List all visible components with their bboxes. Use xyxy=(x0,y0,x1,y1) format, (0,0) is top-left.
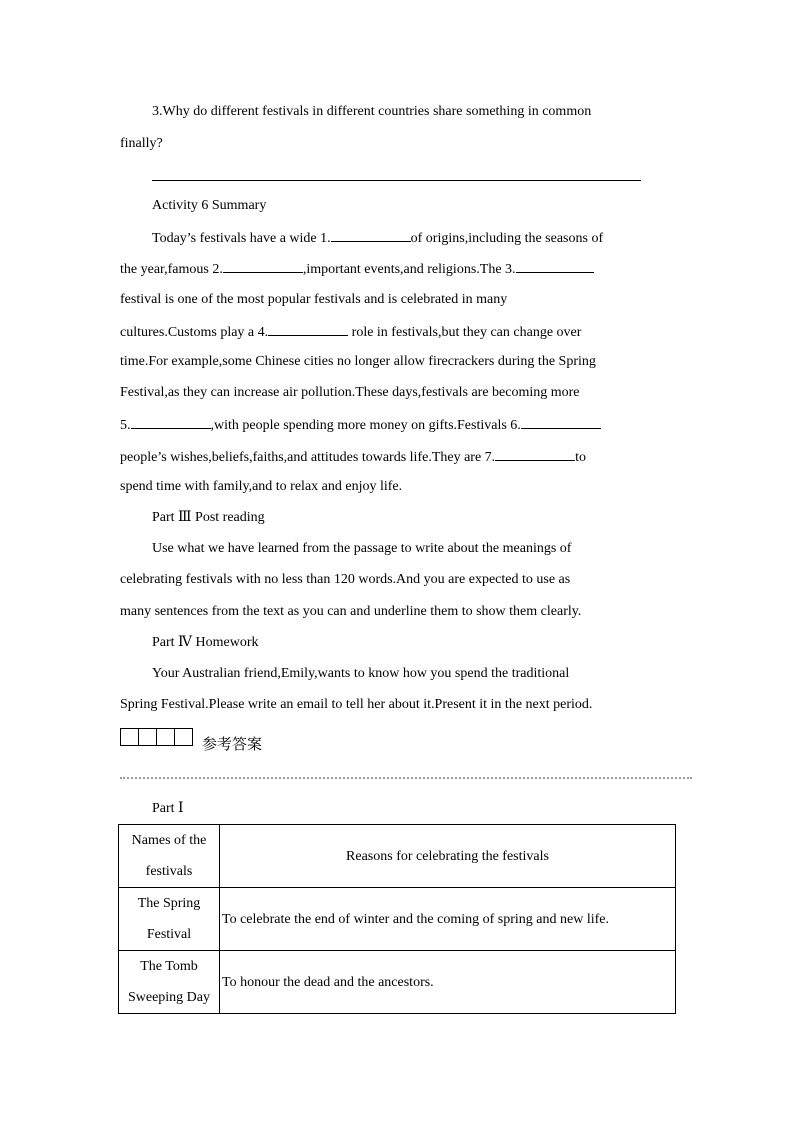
summary-text: Festival,as they can increase air pollution.These days,festivals are becoming more xyxy=(120,385,580,400)
summary-text: of origins,including the seasons of xyxy=(410,231,604,246)
summary-text: people’s wishes,beliefs,faiths,and attitudes towards life.They are 7. xyxy=(120,450,496,465)
summary-text: 5. xyxy=(120,418,131,433)
question-3-line-1: 3.Why do different festivals in different countries share something in common xyxy=(152,104,592,119)
summary-text: cultures.Customs play a 4. xyxy=(120,325,269,340)
summary-line-8 xyxy=(120,447,586,467)
part-3-line-3: many sentences from the text as you can and underline them to show them clearly. xyxy=(120,604,582,619)
summary-line-6 xyxy=(120,384,580,402)
answer-key-label: 参考答案 xyxy=(202,735,263,753)
answer-key-boxes xyxy=(120,728,192,748)
question-3-answer-line[interactable] xyxy=(152,180,641,181)
blank-2[interactable] xyxy=(223,259,303,273)
summary-line-5 xyxy=(120,353,596,371)
summary-text: spend time with family,and to relax and enjoy life. xyxy=(120,479,403,494)
summary-text: festival is one of the most popular festivals and is celebrated in many xyxy=(120,292,508,307)
summary-line-1 xyxy=(152,228,603,248)
festival-reason-cell: To celebrate the end of winter and the coming of spring and new life. xyxy=(220,888,676,951)
summary-text: to xyxy=(575,450,587,465)
part-3-line-2: celebrating festivals with no less than 120 words.And you are expected to use as xyxy=(120,572,571,587)
summary-line-4 xyxy=(120,322,581,342)
header-cell-names: Names of the festivals xyxy=(119,825,220,888)
decorative-box xyxy=(156,728,175,746)
blank-4[interactable] xyxy=(268,322,348,336)
summary-text: the year,famous 2. xyxy=(120,262,223,277)
summary-text: ,important events,and religions.The 3. xyxy=(302,262,516,277)
blank-5[interactable] xyxy=(131,415,211,429)
part-4-line-1: Your Australian friend,Emily,wants to know how you spend the traditional xyxy=(152,666,570,681)
blank-1[interactable] xyxy=(331,228,411,242)
answer-table xyxy=(118,824,676,1014)
summary-line-7 xyxy=(120,415,601,435)
summary-line-3 xyxy=(120,291,507,309)
summary-text: Today’s festivals have a wide 1. xyxy=(152,231,331,246)
summary-line-2 xyxy=(120,259,594,279)
part-3-line-1: Use what we have learned from the passage to write about the meanings of xyxy=(152,541,572,556)
blank-3[interactable] xyxy=(516,259,594,273)
summary-text: role in festivals,but they can change over xyxy=(348,325,582,340)
festival-name-cell: The Spring Festival xyxy=(119,888,220,951)
part-3-title: Part Ⅲ Post reading xyxy=(152,510,265,525)
table-row xyxy=(119,951,676,1014)
blank-6[interactable] xyxy=(521,415,601,429)
summary-line-9 xyxy=(120,478,402,496)
festival-reason-cell: To honour the dead and the ancestors. xyxy=(220,951,676,1014)
dotted-divider xyxy=(120,777,692,779)
festival-name-cell: The Tomb Sweeping Day xyxy=(119,951,220,1014)
summary-text: ,with people spending more money on gifts.Festivals 6. xyxy=(210,418,521,433)
blank-7[interactable] xyxy=(495,447,575,461)
header-cell-reasons: Reasons for celebrating the festivals xyxy=(220,825,676,888)
summary-text: time.For example,some Chinese cities no longer allow firecrackers during the Spring xyxy=(120,354,596,369)
decorative-box xyxy=(120,728,139,746)
answer-part-1-title: Part Ⅰ xyxy=(152,801,184,816)
decorative-box xyxy=(138,728,157,746)
part-4-line-2: Spring Festival.Please write an email to tell her about it.Present it in the next period. xyxy=(120,697,593,712)
decorative-box xyxy=(174,728,193,746)
question-3-line-2: finally? xyxy=(120,136,163,151)
activity-6-title: Activity 6 Summary xyxy=(152,198,267,213)
table-header-row xyxy=(119,825,676,888)
table-row xyxy=(119,888,676,951)
part-4-title: Part Ⅳ Homework xyxy=(152,635,259,650)
